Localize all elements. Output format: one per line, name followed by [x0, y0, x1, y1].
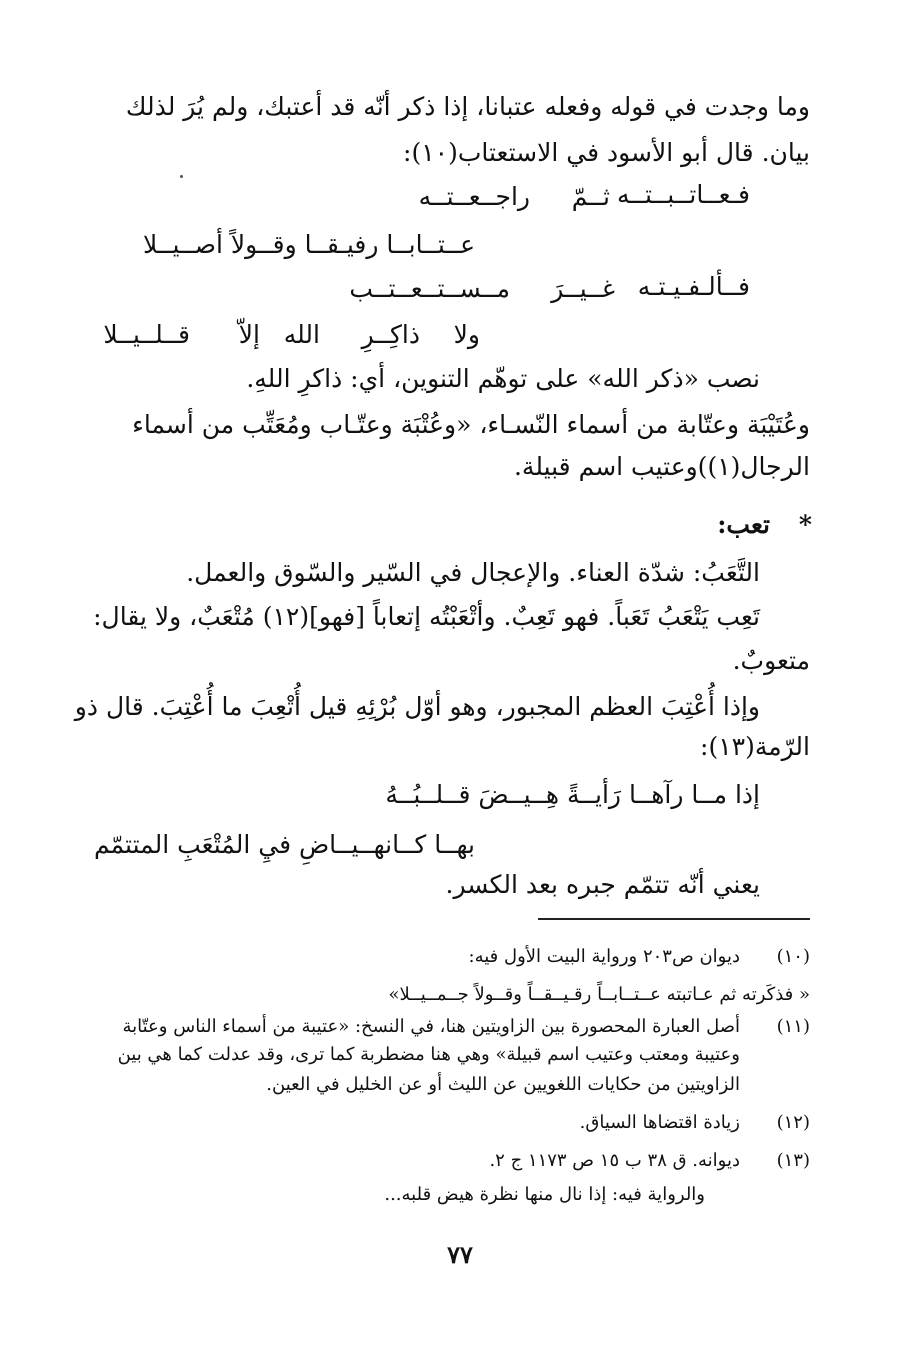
footnote-line: ديوانه. ق ٣٨ ب ١٥ ص ١١٧٣ ج ٢.: [489, 1150, 740, 1171]
paragraph-line: يعني أنّه تتمّم جبره بعد الكسر.: [445, 870, 760, 899]
footnote-divider: [538, 918, 810, 920]
paragraph-line: وإذا أُعْتِبَ العظم المجبور، وهو أوّل بُرْئِهِ قيل أُتْعِبَ ما أُعْتِبَ. قال ذو: [74, 692, 760, 721]
footnote-line: الزاويتين من حكايات اللغويين عن الليث أو عن الخليل في العين.: [266, 1074, 740, 1095]
footnote-number: (١٠): [776, 946, 810, 967]
footnote-number: (١٣): [776, 1150, 810, 1171]
verse-hemistich: ولا: [453, 320, 480, 349]
verse-hemistich: بهــا كــانهــيــاضِ فيِ المُتْعَبِ المتتمّم: [93, 830, 475, 859]
paragraph-line: الرّمة(١٣):: [700, 732, 810, 761]
verse-hemistich: الله: [283, 320, 320, 349]
paragraph-line: تَعِب يَتْعَبُ تَعَباً. فهو تَعِبٌ. وأتْعَبْتُه إتعاباً [فهو](١٢) مُتْعَبٌ، ولا يقال:: [93, 602, 760, 631]
entry-heading: تعب:: [717, 510, 770, 539]
entry-star: *: [798, 510, 812, 539]
paragraph-line: بيان. قال أبو الأسود في الاستعتاب(١٠):: [403, 138, 810, 167]
footnote-line: وعتيبة ومعتب وعتيب اسم قبيلة» وهي هنا مضطربة كما ترى، وقد عدلت كما هي بين: [117, 1044, 740, 1065]
verse-hemistich: فـعــاتــبــتــه: [617, 180, 750, 209]
paragraph-line: نصب «ذكر الله» على توهّم التنوين، أي: ذاكرِ اللهِ.: [246, 364, 760, 393]
footnote-line: ديوان ص٢٠٣ ورواية البيت الأول فيه:: [468, 946, 740, 967]
paragraph-line: الرجال(١))وعتيب اسم قبيلة.: [513, 452, 810, 481]
speck: [180, 175, 183, 178]
verse-hemistich: راجــعــتــه: [418, 182, 530, 211]
footnote-line: زيادة اقتضاها السياق.: [579, 1112, 740, 1133]
paragraph-line: التَّعَبُ: شدّة العناء. والإعجال في السّير والسّوق والعمل.: [186, 558, 760, 587]
footnote-line: أصل العبارة المحصورة بين الزاويتين هنا، في النسخ: «عتيبة من أسماء الناس وعتّابة: [122, 1016, 740, 1037]
verse-hemistich: إلاّ: [238, 320, 260, 349]
verse-hemistich: فــألـفـيـتـه: [637, 272, 750, 301]
footnote-verse: « فذكَرته ثم عـاتبته عــتــابــاً رقـيــقــاً وقــولاً جــمــيــلا»: [388, 984, 810, 1005]
verse-hemistich: عــتــابــا رفيـقــا وقــولاً أصــيــلا: [142, 230, 475, 259]
paragraph-line: وعُتَيْبَة وعتّابة من أسماء النّسـاء، «وعُتْبَة وعتّـاب ومُعَتِّب من أسماء: [132, 410, 810, 439]
verse-hemistich: قــلــيــلا: [103, 320, 190, 349]
verse-hemistich: مــســتــعــتــب: [349, 274, 510, 303]
verse-hemistich: ثــمّ: [571, 182, 610, 211]
page-number: ٧٧: [447, 1240, 473, 1269]
footnote-number: (١١): [776, 1016, 810, 1037]
verse-hemistich: غــيــرَ: [551, 274, 615, 303]
paragraph-line: وما وجدت في قوله وفعله عتبانا، إذا ذكر أنّه قد أعتبك، ولم يُرَ لذلك: [125, 92, 810, 121]
footnote-line: والرواية فيه: إذا نال منها نظرة هيض قلبه...: [384, 1184, 705, 1205]
verse-hemistich: إذا مــا رآهــا رَأيــةً هِــيــضَ قــلــبُــهُ: [385, 780, 760, 809]
footnote-number: (١٢): [776, 1112, 810, 1133]
paragraph-line: متعوبٌ.: [732, 646, 810, 675]
verse-hemistich: ذاكِــرِ: [361, 320, 420, 349]
